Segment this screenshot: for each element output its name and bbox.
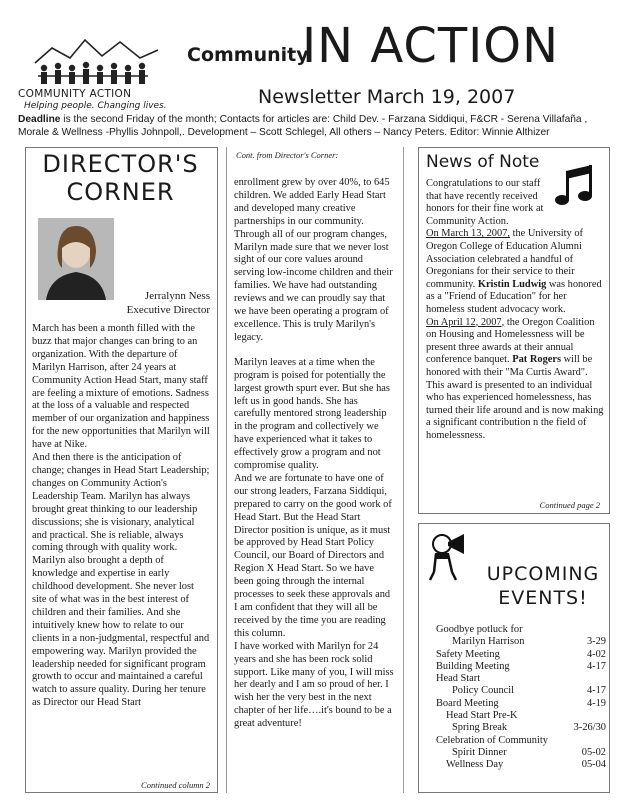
megaphone-person-icon (428, 532, 468, 582)
directors-corner-title: DIRECTOR'S CORNER (42, 150, 199, 206)
paragraph: I have worked with Marilyn for 24 years and she has been rock solid support. Like many of you, I will miss her dearly and I am so proud of her. I wish her the very best in the next chapter of her life….it's bound to be a great adventure! (234, 640, 394, 730)
masthead-community: Community (187, 44, 309, 66)
middle-column-body (234, 177, 396, 731)
continued-from-note: Cont. from Director's Corner: (236, 150, 339, 160)
event-row (436, 624, 606, 636)
newsletter-issue-date: Newsletter March 19, 2007 (258, 86, 516, 108)
news-date-2: On April 12, 2007, (426, 316, 505, 328)
paragraph: March has been a month filled with the buzz that major changes can bring to an organization. With the departure of Marilyn Harrison, after 24 years at Community Action Head Start, many staff are feeling a mixture of emotions. Sadness at the loss of a valuable and respected member of our organization and happiness for the new opportunities that Marilyn will have at Nike. (32, 323, 210, 451)
news-item-2: On April 12, 2007, the Oregon Coalition on Housing and Homelessness will be present three awards at their annual conference banquet. Pat Rogers will be honored with their "Ma Curtis Award". This award is presented to an individual who has experienced homelessness, has turned their life around and is now making a significant contribution n the field of homelessness. (426, 316, 604, 441)
director-name: Jerralynn Ness (144, 290, 210, 302)
event-row (436, 636, 606, 648)
event-date: 3-29 (586, 636, 606, 648)
event-label: Celebration of Community (436, 734, 548, 746)
news-of-note-body (426, 178, 606, 442)
event-row (436, 722, 606, 734)
event-date: 4-02 (586, 648, 606, 660)
paragraph: And we are fortunate to have one of our strong leaders, Farzana Siddiqui, prepared to carry on the good work of Head Start. But the Head Start Director position is unique, as it must be approved by Head Start Policy Council, our Board of Directors and Region X Head Start. So we have been going through the internal processes to seek these approvals and I am confident that they will all be received by the time you are reading this column. (234, 472, 392, 639)
event-row (436, 649, 606, 661)
event-date: 05-04 (581, 759, 606, 771)
event-row (436, 710, 606, 722)
director-signature (110, 289, 210, 317)
deadline-label: Deadline (18, 114, 61, 125)
director-role: Executive Director (126, 304, 210, 316)
event-date: 05-02 (581, 746, 606, 758)
paragraph: Marilyn leaves at a time when the program is poised for potentially the largest growth spurt ever. But she has left us in good hands. She has carefully mentored strong leadership in the program and collectively we have experienced what it takes to effectively grow a program and not compromise quality. (234, 356, 390, 472)
event-label: Board Meeting (436, 697, 499, 709)
honoree-name: Pat Rogers (512, 354, 562, 366)
event-label: Head Start Pre-K (446, 710, 518, 722)
deadline-notice (18, 113, 608, 139)
event-label: Goodbye potluck for (436, 624, 523, 635)
event-date: 3-26/30 (573, 722, 606, 734)
event-date: 4-17 (586, 660, 606, 672)
news-intro: Congratulations to our staff that have recently received honors for their fine work at Community Action. (426, 178, 544, 227)
event-date: 4-19 (586, 697, 606, 709)
event-label: Spirit Dinner (452, 746, 507, 758)
events-list (436, 624, 606, 772)
upcoming-events-title: UPCOMING EVENTS! (486, 563, 600, 609)
logo-org-name: COMMUNITY ACTION (18, 88, 132, 100)
event-date: 4-17 (586, 685, 606, 697)
paragraph: Marilyn also brought a depth of knowledge and expertise in early childhood development. She never lost site of what was in the best interest of children and their families. And she intuitively knew how to relate to our clients in a non-judgmental, respectful and empowering way. Marilyn provided the leadership needed for significant program growth to occur and maintained a careful watch to assure quality. During her tenure as Director our Head Start (32, 555, 210, 709)
news-date-1: On March 13, 2007, (426, 228, 510, 240)
event-label: Spring Break (452, 722, 508, 734)
deadline-text: is the second Friday of the month; Contacts for articles are: Child Dev. - Farzana Siddiqui, F&CR - Serena Villafaña , Morale & Wellness -Phyllis Johnpoll,. Development – Scott Schlegel, All others – Nancy Peters. Editor: Winnie Althizer (18, 114, 588, 138)
event-label: Building Meeting (436, 660, 510, 672)
continued-page-note: Continued page 2 (539, 500, 600, 510)
event-row (436, 673, 606, 685)
news-item-1: On March 13, 2007, the University of Oregon College of Education Alumni Association celebrated a handful of Oregonians for their service to their community. Kristin Ludwig was honored as a "Friend of Education" for her homeless student advocacy work. (426, 228, 602, 315)
event-row (436, 735, 606, 747)
paragraph: enrollment grew by over 40%, to 645 children. We added Early Head Start and developed many creative partnerships in our community. Through all of our program changes, Marilyn made sure that we never lost sight of our core values around serving low-income children and their families. We have had outstanding reviews and we can proudly say that we have been operating a program of excellence. This is truly Marilyn's legacy. (234, 177, 393, 343)
event-row (436, 685, 606, 697)
event-label: Marilyn Harrison (452, 636, 525, 648)
director-photo (38, 218, 114, 300)
continued-column-note: Continued column 2 (141, 780, 210, 790)
news-of-note-title: News of Note (426, 152, 540, 172)
event-label: Policy Council (452, 685, 515, 697)
paragraph: And then there is the anticipation of change; changes in Head Start Leadership; changes on Community Action's Leadership Team. Marilyn has always brought great thinking to our leadership discussions; she is visionary, analytical and practical. She is reliable, always coming through with quality work. (32, 452, 210, 554)
logo-tagline: Helping people. Changing lives. (24, 101, 167, 111)
event-label: Head Start (436, 673, 481, 685)
event-row (436, 698, 606, 710)
event-row (436, 661, 606, 673)
event-row (436, 747, 606, 759)
masthead-in-action: IN ACTION (302, 18, 559, 74)
directors-corner-body (32, 323, 210, 710)
event-row (436, 759, 606, 771)
honoree-name: Kristin Ludwig (477, 278, 547, 290)
event-label: Safety Meeting (436, 648, 500, 660)
event-label: Wellness Day (446, 759, 504, 771)
